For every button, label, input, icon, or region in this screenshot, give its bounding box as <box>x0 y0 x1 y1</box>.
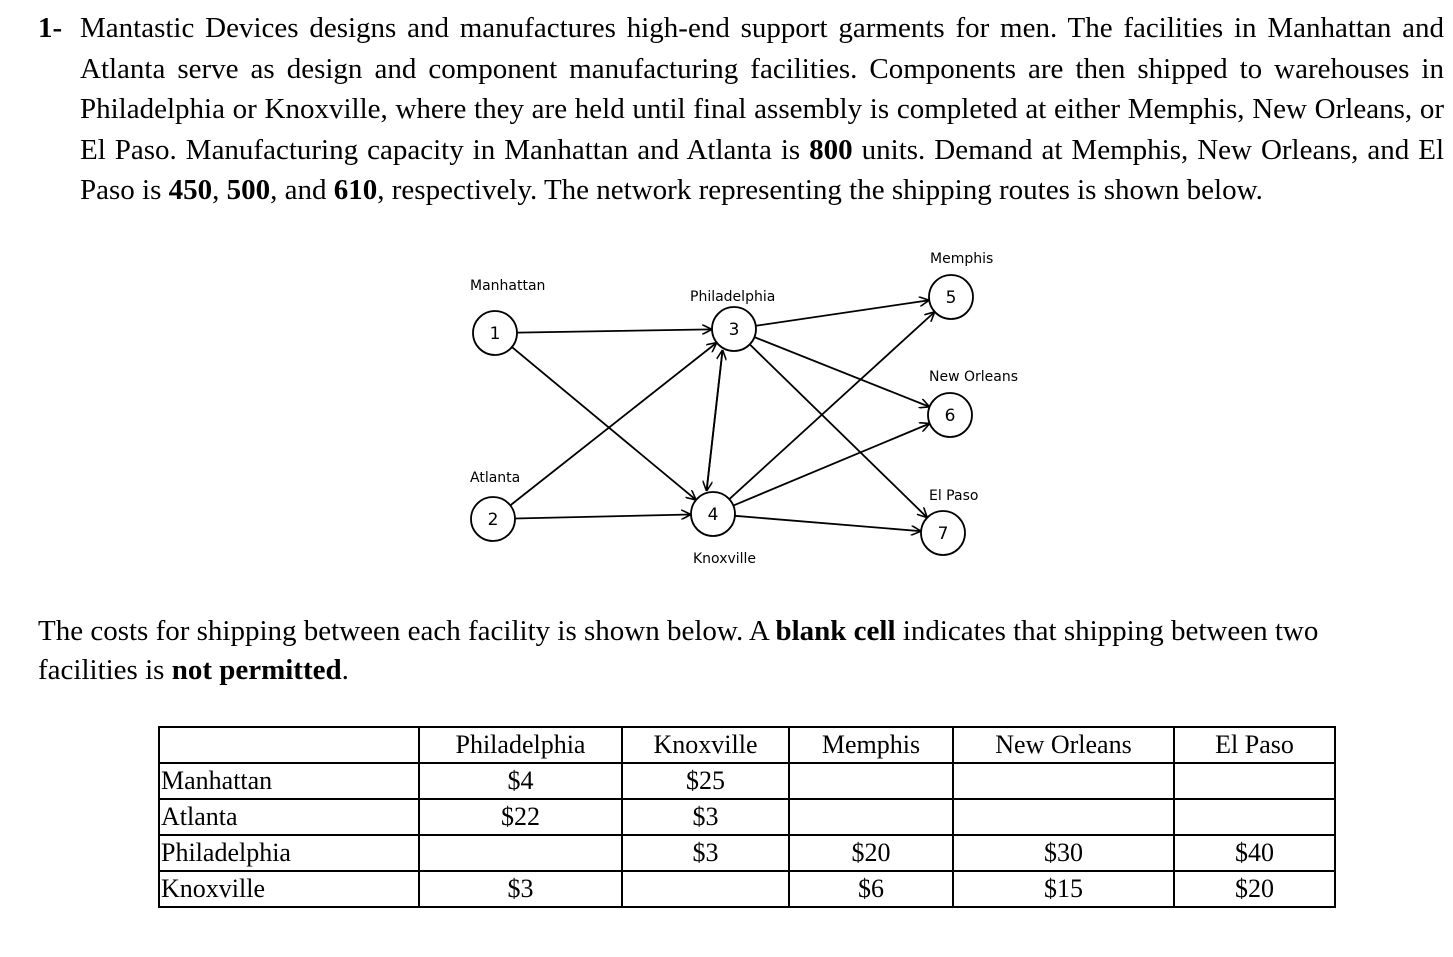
problem-statement <box>38 8 1444 211</box>
cost-cell <box>1174 763 1335 799</box>
node-5-label: Memphis <box>930 251 994 267</box>
route-arrow-2-to-3 <box>510 343 716 505</box>
demand-el-paso-value: 610 <box>333 174 378 206</box>
route-arrow-4-to-3 <box>707 351 723 491</box>
cost-cell: $22 <box>419 799 622 835</box>
node-2-number: 2 <box>487 510 499 530</box>
table-row <box>159 871 1335 907</box>
route-arrow-4-to-7 <box>735 516 920 531</box>
cost-cell: $3 <box>622 835 789 871</box>
node-3-label: Philadelphia <box>690 289 776 305</box>
demand-new-orleans-value: 500 <box>226 174 271 206</box>
costs-intro-part: The costs for shipping between each facility is shown below. A <box>38 615 776 647</box>
cost-cell <box>1174 799 1335 835</box>
costs-intro-part: indicates that shipping between two facilities is <box>38 615 1319 686</box>
node-6-number: 6 <box>944 406 956 426</box>
route-arrow-1-to-4 <box>512 347 695 499</box>
costs-intro-bold: blank cell <box>775 615 896 647</box>
cost-cell: $20 <box>1174 871 1335 907</box>
table-header-row <box>159 727 1335 763</box>
problem-text-part: , respectively. The network representing the shipping routes is shown below. <box>377 174 1263 206</box>
route-arrow-2-to-4 <box>515 515 690 519</box>
cost-cell <box>419 835 622 871</box>
table-corner-cell <box>159 727 419 763</box>
capacity-value: 800 <box>809 133 853 166</box>
node-1-label: Manhattan <box>470 278 546 294</box>
cost-cell <box>953 763 1174 799</box>
problem-text-part: , <box>212 174 227 206</box>
cost-cell: $15 <box>953 871 1174 907</box>
shipping-cost-table <box>158 726 1336 908</box>
route-arrow-1-to-3 <box>517 329 711 332</box>
cost-cell <box>953 799 1174 835</box>
route-arrow-3-to-5 <box>756 300 928 325</box>
row-header-knoxville: Knoxville <box>159 871 419 907</box>
costs-intro-part: . <box>341 654 349 686</box>
problem-number: 1- <box>38 12 63 44</box>
column-header-new-orleans: New Orleans <box>953 727 1174 763</box>
node-3-number: 3 <box>728 320 740 340</box>
cost-cell: $25 <box>622 763 789 799</box>
node-2-label: Atlanta <box>470 470 521 486</box>
row-header-atlanta: Atlanta <box>159 799 419 835</box>
row-header-manhattan: Manhattan <box>159 763 419 799</box>
table-row <box>159 799 1335 835</box>
costs-intro-bold: not permitted <box>171 654 342 686</box>
cost-cell: $30 <box>953 835 1174 871</box>
node-4-number: 4 <box>707 505 719 525</box>
shipping-network-diagram <box>440 240 1060 580</box>
demand-memphis-value: 450 <box>168 174 213 206</box>
cost-cell: $40 <box>1174 835 1335 871</box>
column-header-el-paso: El Paso <box>1174 727 1335 763</box>
problem-text-part: units. Demand at Memphis, New Orleans, and El Paso is <box>80 133 1445 206</box>
costs-intro-text <box>38 612 1358 690</box>
problem-text <box>80 8 1444 211</box>
node-6-label: New Orleans <box>929 369 1019 385</box>
node-7-label: El Paso <box>929 488 979 504</box>
problem-text-part: , and <box>270 174 334 206</box>
cost-cell <box>622 871 789 907</box>
cost-cell: $4 <box>419 763 622 799</box>
row-header-philadelphia: Philadelphia <box>159 835 419 871</box>
table-row <box>159 763 1335 799</box>
network-nodes <box>470 251 1018 567</box>
route-arrow-4-to-5 <box>729 312 934 499</box>
cost-cell: $6 <box>789 871 953 907</box>
cost-cell <box>789 799 953 835</box>
cost-cell: $3 <box>622 799 789 835</box>
column-header-knoxville: Knoxville <box>622 727 789 763</box>
table-row <box>159 835 1335 871</box>
node-1-number: 1 <box>489 324 501 344</box>
node-5-number: 5 <box>945 288 957 308</box>
column-header-memphis: Memphis <box>789 727 953 763</box>
column-header-philadelphia: Philadelphia <box>419 727 622 763</box>
route-arrow-4-to-6 <box>733 424 928 506</box>
cost-cell <box>789 763 953 799</box>
node-7-number: 7 <box>937 524 949 544</box>
cost-cell: $20 <box>789 835 953 871</box>
cost-cell: $3 <box>419 871 622 907</box>
node-4-label: Knoxville <box>693 551 757 567</box>
problem-text-part: Mantastic Devices designs and manufactures high-end support garments for men. The facilities in Manhattan and Atlanta serve as design and component manufacturing facilities. Components are then shipped to warehouses in Philadelphia or Knoxville, where they are held until final assembly is completed at either Memphis, New Orleans, or El Paso. Manufacturing capacity in Manhattan and Atlanta is <box>80 12 1444 166</box>
